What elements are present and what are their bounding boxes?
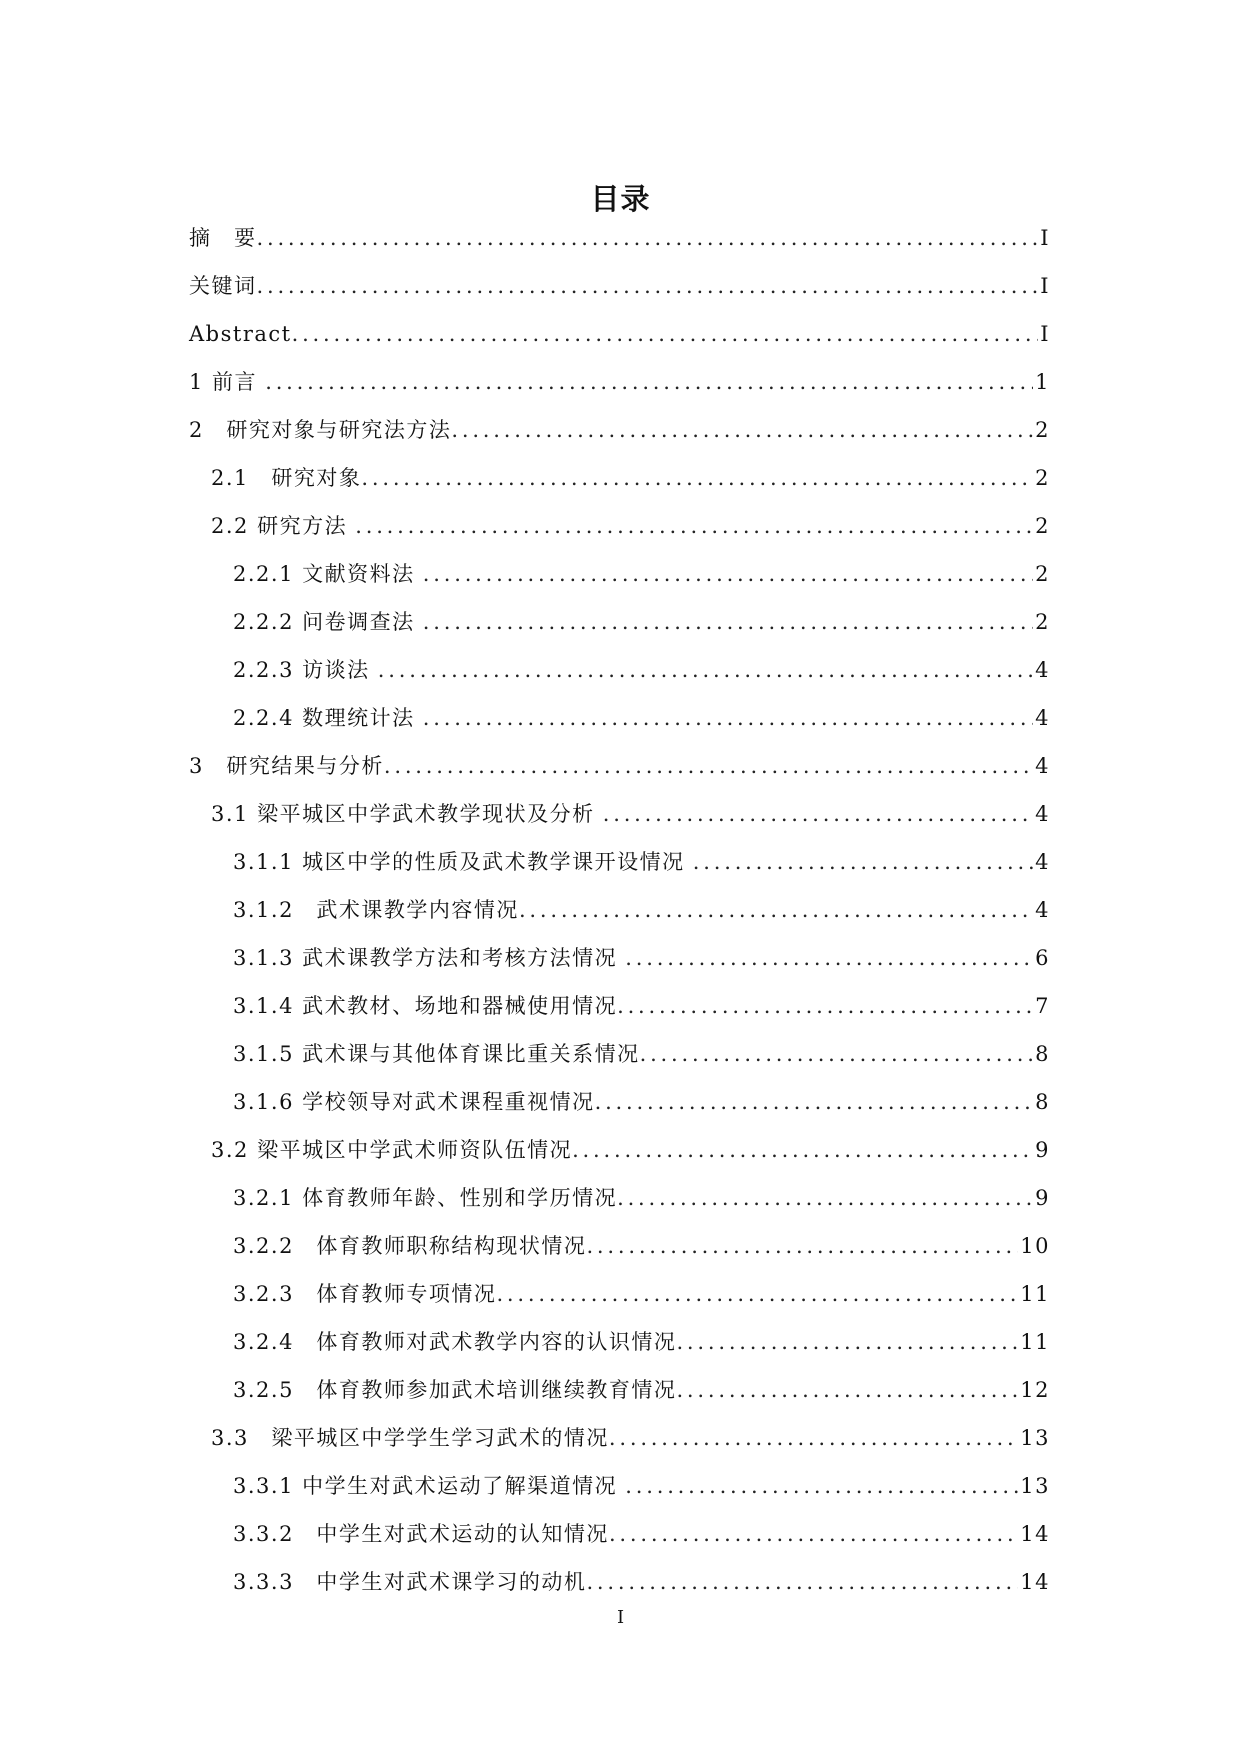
toc-entry-page-number: 8 <box>1035 1042 1050 1066</box>
toc-entry-label: 3.1.1 城区中学的性质及武术教学课开设情况 <box>233 850 693 874</box>
toc-dot-leader <box>609 1510 1018 1558</box>
toc-entry[interactable] <box>189 790 1050 838</box>
toc-entry-label: 2.1 研究对象 <box>211 466 362 490</box>
toc-entry-page-number: 4 <box>1035 658 1050 682</box>
toc-entry-label: 3.3.3 中学生对武术课学习的动机 <box>233 1570 587 1594</box>
toc-entry-label: 3.1.2 武术课教学内容情况 <box>233 898 519 922</box>
toc-entry-page-number: 2 <box>1035 562 1050 586</box>
toc-dot-leader <box>676 1318 1018 1366</box>
toc-entry[interactable] <box>189 1558 1050 1606</box>
toc-entry-page-number: 14 <box>1020 1570 1050 1594</box>
toc-entry[interactable] <box>189 310 1050 358</box>
toc-entry-label: 关键词 <box>189 274 257 298</box>
toc-dot-leader <box>676 1366 1018 1414</box>
toc-dot-leader <box>586 1558 1018 1606</box>
toc-entry-page-number: 10 <box>1020 1234 1050 1258</box>
toc-entry-page-number: 4 <box>1035 706 1050 730</box>
toc-entry[interactable] <box>189 742 1050 790</box>
toc-entry-page-number: 4 <box>1035 898 1050 922</box>
toc-dot-leader <box>361 454 1033 502</box>
toc-entry-label: 1 前言 <box>189 370 266 394</box>
toc-entry-page-number: 4 <box>1035 850 1050 874</box>
toc-dot-leader <box>617 1174 1033 1222</box>
toc-entry-page-number: 2 <box>1035 418 1050 442</box>
toc-entry-page-number: 1 <box>1035 370 1050 394</box>
toc-entry[interactable] <box>189 550 1050 598</box>
toc-entry-page-number: 2 <box>1035 514 1050 538</box>
toc-dot-leader <box>423 694 1033 742</box>
toc-entry[interactable] <box>189 406 1050 454</box>
toc-entry-label: 3.1.3 武术课教学方法和考核方法情况 <box>233 946 626 970</box>
toc-entry-label: 3.3 梁平城区中学学生学习武术的情况 <box>211 1426 609 1450</box>
toc-dot-leader <box>265 358 1033 406</box>
toc-dot-leader <box>609 1414 1018 1462</box>
toc-dot-leader <box>423 550 1033 598</box>
toc-entry-page-number: 4 <box>1035 802 1050 826</box>
toc-entry[interactable] <box>189 646 1050 694</box>
toc-entry[interactable] <box>189 358 1050 406</box>
toc-dot-leader <box>496 1270 1018 1318</box>
toc-dot-leader <box>617 982 1033 1030</box>
toc-entry[interactable] <box>189 1174 1050 1222</box>
toc-entry-page-number: 6 <box>1035 946 1050 970</box>
toc-entry-page-number: 9 <box>1035 1186 1050 1210</box>
toc-entry[interactable] <box>189 1270 1050 1318</box>
toc-entry-label: 3.2.2 体育教师职称结构现状情况 <box>233 1234 587 1258</box>
toc-entry[interactable] <box>189 1510 1050 1558</box>
toc-entry[interactable] <box>189 1366 1050 1414</box>
toc-entry[interactable] <box>189 1126 1050 1174</box>
toc-entry-label: 3.3.1 中学生对武术运动了解渠道情况 <box>233 1474 626 1498</box>
toc-entry[interactable] <box>189 598 1050 646</box>
toc-entry-label: Abstract <box>189 322 292 346</box>
toc-dot-leader <box>423 598 1033 646</box>
toc-entry-label: 2.2.1 文献资料法 <box>233 562 423 586</box>
toc-entry[interactable] <box>189 1222 1050 1270</box>
toc-dot-leader <box>384 742 1033 790</box>
toc-entry-page-number: 9 <box>1035 1138 1050 1162</box>
toc-entry[interactable] <box>189 694 1050 742</box>
toc-entry[interactable] <box>189 502 1050 550</box>
toc-dot-leader <box>586 1222 1018 1270</box>
toc-entry[interactable] <box>189 1318 1050 1366</box>
toc-entry-label: 3.2.3 体育教师专项情况 <box>233 1282 497 1306</box>
toc-entry-label: 3.1 梁平城区中学武术教学现状及分析 <box>211 802 603 826</box>
toc-dot-leader <box>640 1030 1034 1078</box>
toc-entry-label: 3.1.4 武术教材、场地和器械使用情况 <box>233 994 618 1018</box>
toc-entry-label: 3 研究结果与分析 <box>189 754 384 778</box>
toc-entry[interactable] <box>189 454 1050 502</box>
toc-entry[interactable] <box>189 214 1050 262</box>
toc-entry-label: 3.2.4 体育教师对武术教学内容的认识情况 <box>233 1330 677 1354</box>
toc-entry[interactable] <box>189 1030 1050 1078</box>
toc-entry-label: 2.2 研究方法 <box>211 514 356 538</box>
toc-dot-leader <box>257 214 1039 262</box>
toc-entry-page-number: I <box>1040 274 1050 298</box>
toc-entry-label: 2 研究对象与研究法方法 <box>189 418 452 442</box>
page-number-footer: I <box>616 1607 625 1628</box>
page-title: 目录 <box>590 182 651 217</box>
toc-entry-page-number: 8 <box>1035 1090 1050 1114</box>
toc-dot-leader <box>603 790 1033 838</box>
toc-dot-leader <box>572 1126 1033 1174</box>
toc-entry-label: 3.2.1 体育教师年龄、性别和学历情况 <box>233 1186 618 1210</box>
toc-dot-leader <box>355 502 1033 550</box>
toc-entry-page-number: 7 <box>1035 994 1050 1018</box>
toc-entry-page-number: 2 <box>1035 610 1050 634</box>
toc-dot-leader <box>378 646 1033 694</box>
toc-entry-page-number: 11 <box>1020 1282 1050 1306</box>
toc-entry[interactable] <box>189 1078 1050 1126</box>
toc-entry-label: 3.1.5 武术课与其他体育课比重关系情况 <box>233 1042 640 1066</box>
toc-dot-leader <box>451 406 1033 454</box>
toc-entry-label: 2.2.2 问卷调查法 <box>233 610 423 634</box>
toc-entry-page-number: 13 <box>1020 1426 1050 1450</box>
toc-dot-leader <box>519 886 1033 934</box>
toc-entry-page-number: I <box>1040 226 1050 250</box>
table-of-contents <box>189 214 1050 1606</box>
toc-entry-page-number: 14 <box>1020 1522 1050 1546</box>
toc-dot-leader <box>595 1078 1034 1126</box>
toc-entry[interactable] <box>189 838 1050 886</box>
toc-entry-page-number: I <box>1040 322 1050 346</box>
toc-entry[interactable] <box>189 934 1050 982</box>
toc-entry-label: 3.3.2 中学生对武术运动的认知情况 <box>233 1522 609 1546</box>
toc-entry-label: 3.2.5 体育教师参加武术培训继续教育情况 <box>233 1378 677 1402</box>
toc-entry-page-number: 2 <box>1035 466 1050 490</box>
toc-entry-label: 3.2 梁平城区中学武术师资队伍情况 <box>211 1138 573 1162</box>
toc-dot-leader <box>292 310 1039 358</box>
toc-entry-page-number: 4 <box>1035 754 1050 778</box>
toc-entry[interactable] <box>189 262 1050 310</box>
toc-entry-label: 摘 要 <box>189 226 257 250</box>
toc-entry[interactable] <box>189 982 1050 1030</box>
toc-entry-label: 2.2.3 访谈法 <box>233 658 378 682</box>
toc-dot-leader <box>625 934 1033 982</box>
toc-dot-leader <box>693 838 1033 886</box>
toc-entry-page-number: 12 <box>1020 1378 1050 1402</box>
toc-entry[interactable] <box>189 1414 1050 1462</box>
toc-entry[interactable] <box>189 1462 1050 1510</box>
toc-entry-page-number: 11 <box>1020 1330 1050 1354</box>
toc-entry[interactable] <box>189 886 1050 934</box>
toc-entry-label: 3.1.6 学校领导对武术课程重视情况 <box>233 1090 595 1114</box>
toc-entry-label: 2.2.4 数理统计法 <box>233 706 423 730</box>
toc-dot-leader <box>625 1462 1018 1510</box>
toc-dot-leader <box>257 262 1039 310</box>
toc-entry-page-number: 13 <box>1020 1474 1050 1498</box>
